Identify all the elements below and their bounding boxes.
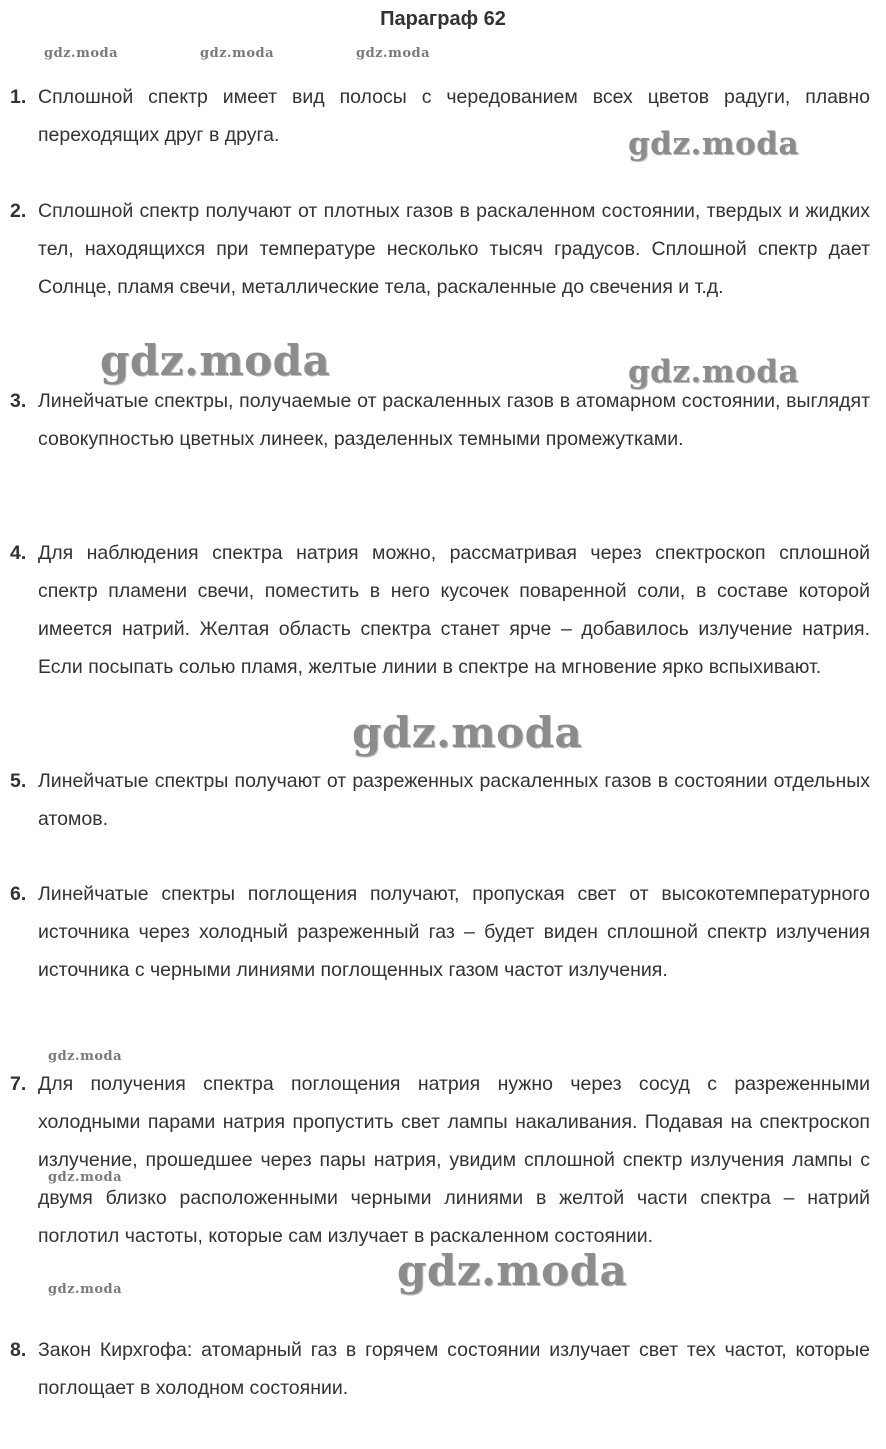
watermark-logo: gdz.moda bbox=[397, 1246, 628, 1295]
watermark-logo: gdz.moda bbox=[48, 1282, 123, 1297]
item-text: Линейчатые спектры поглощения получают, пропуская свет от высокотемпературного источника через холодный разреженный газ – будет виден сплошной спектр излучения источника с черными линиями поглощенных газом частот излучения. bbox=[38, 883, 870, 981]
item-text: Сплошной спектр имеет вид полосы с чередованием всех цветов радуги, плавно переходящих друг в друга. bbox=[38, 86, 870, 146]
watermark-logo: gdz.moda bbox=[356, 46, 431, 61]
item-number: 8. bbox=[10, 1339, 27, 1361]
item-text: Линейчатые спектры получают от разреженных раскаленных газов в состоянии отдельных атомов. bbox=[38, 770, 870, 830]
item-text: Для получения спектра поглощения натрия нужно через сосуд с разреженными холодными парами натрия пропустить свет лампы накаливания. Подавая на спектроскоп излучение, прошедшее через пары натрия, увидим сплошной спектр излучения лампы с двумя близко расположенными черными линиями в желтой части спектра – натрий поглотил частоты, которые сам излучает в раскаленном состоянии. bbox=[38, 1073, 870, 1247]
item-number: 1. bbox=[10, 86, 27, 108]
item-text: Закон Кирхгофа: атомарный газ в горячем состоянии излучает свет тех частот, которые поглощает в холодном состоянии. bbox=[38, 1339, 870, 1399]
list-item bbox=[10, 1065, 870, 1255]
item-number: 3. bbox=[10, 390, 27, 412]
list-item bbox=[10, 78, 870, 154]
watermark-logo: gdz.moda bbox=[200, 46, 275, 61]
item-number: 6. bbox=[10, 883, 27, 905]
list-item bbox=[10, 382, 870, 458]
watermark-logo: gdz.moda bbox=[628, 126, 799, 162]
list-item bbox=[10, 192, 870, 306]
item-text: Для наблюдения спектра натрия можно, рассматривая через спектроскоп сплошной спектр пламени свечи, поместить в него кусочек поваренной соли, в составе которой имеется натрий. Желтая область спектра станет ярче – добавилось излучение натрия. Если посыпать солью пламя, желтые линии в спектре на мгновение ярко вспыхивают. bbox=[38, 542, 870, 678]
list-item bbox=[10, 534, 870, 686]
list-item bbox=[10, 1331, 870, 1407]
item-text: Линейчатые спектры, получаемые от раскаленных газов в атомарном состоянии, выглядят совокупностью цветных линеек, разделенных темными промежутками. bbox=[38, 390, 870, 450]
watermark-logo: gdz.moda bbox=[48, 1170, 123, 1185]
list-item bbox=[10, 762, 870, 838]
item-number: 5. bbox=[10, 770, 27, 792]
item-number: 7. bbox=[10, 1073, 27, 1095]
watermark-logo: gdz.moda bbox=[48, 1049, 123, 1064]
watermark-logo: gdz.moda bbox=[44, 46, 119, 61]
list-item bbox=[10, 875, 870, 989]
watermark-logo: gdz.moda bbox=[628, 354, 799, 390]
watermark-logo: gdz.moda bbox=[352, 708, 583, 757]
item-number: 4. bbox=[10, 542, 27, 564]
item-number: 2. bbox=[10, 200, 27, 222]
watermark-logo: gdz.moda bbox=[100, 336, 331, 385]
item-text: Сплошной спектр получают от плотных газов в раскаленном состоянии, твердых и жидких тел, находящихся при температуре несколько тысяч градусов. Сплошной спектр дает Солнце, пламя свечи, металлические тела, раскаленные до свечения и т.д. bbox=[38, 200, 870, 298]
page-title: Параграф 62 bbox=[380, 8, 506, 30]
